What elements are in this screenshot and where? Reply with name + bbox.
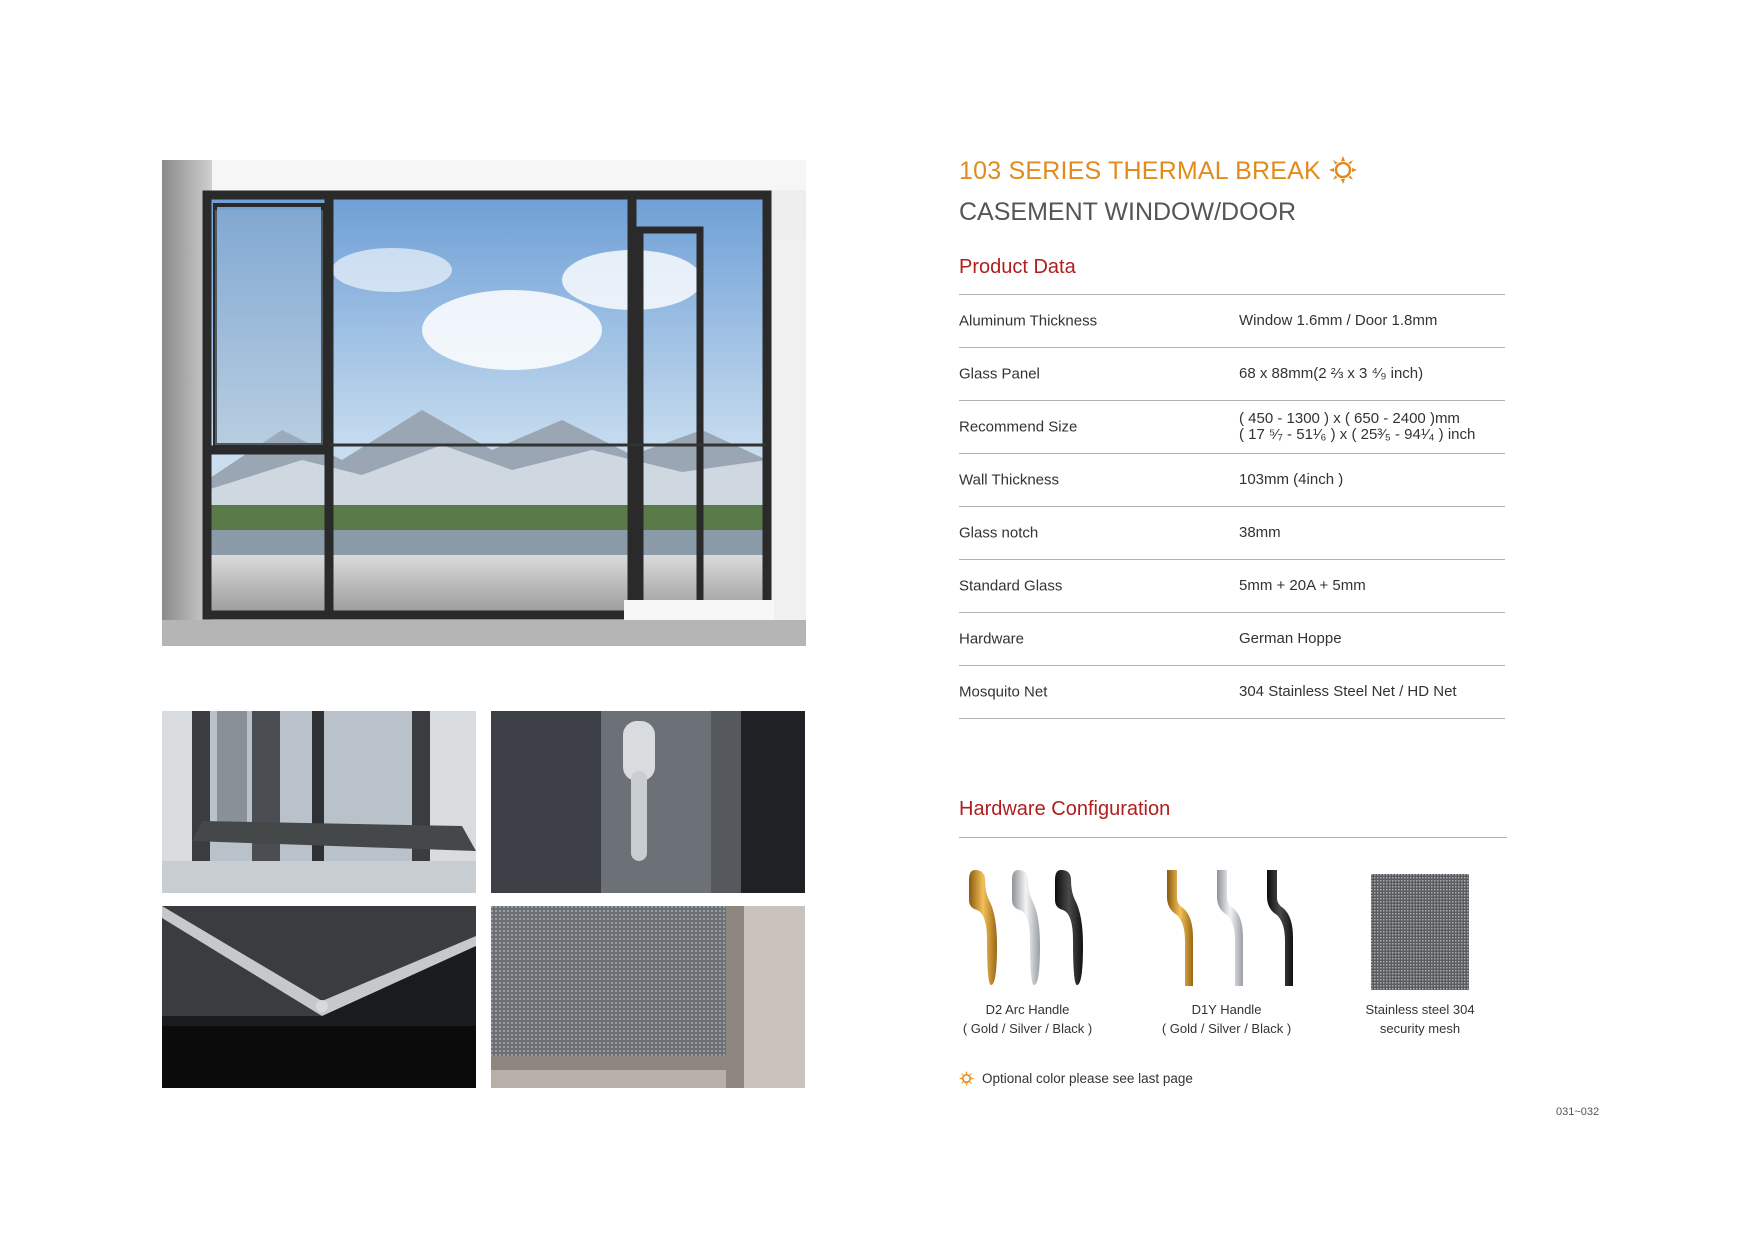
- spec-label: Glass notch: [959, 524, 1039, 542]
- hardware-item-name: Stainless steel 304: [1365, 1002, 1475, 1017]
- spec-label: Recommend Size: [959, 418, 1078, 436]
- divider: [959, 837, 1507, 838]
- hardware-item-sub: ( Gold / Silver / Black ): [1161, 1021, 1292, 1036]
- hardware-item-d1y-handle: [1139, 868, 1314, 1038]
- table-row: [959, 348, 1505, 401]
- product-title-text: 103 SERIES THERMAL BREAK: [959, 157, 1321, 185]
- spec-label: Mosquito Net: [959, 683, 1048, 701]
- table-row: [959, 454, 1505, 507]
- product-title: [959, 156, 1357, 191]
- hardware-item-d2-arc-handle: [940, 868, 1115, 1038]
- handle-detail-photo: [491, 711, 805, 893]
- table-row: [959, 613, 1505, 666]
- hardware-item-sub: ( Gold / Silver / Black ): [962, 1021, 1093, 1036]
- sun-icon: [959, 1071, 974, 1089]
- hardware-item-security-mesh: [1335, 874, 1505, 1038]
- spec-value: 304 Stainless Steel Net / HD Net: [1239, 683, 1457, 700]
- spec-label: Glass Panel: [959, 365, 1040, 383]
- page-number: 031~032: [1556, 1106, 1600, 1118]
- table-row: [959, 666, 1505, 719]
- spec-value: 5mm + 20A + 5mm: [1239, 577, 1366, 594]
- main-window-photo: [162, 160, 806, 646]
- d1y-handle-icon: [1157, 868, 1297, 990]
- frame-detail-photo: [162, 711, 476, 893]
- d2-arc-handle-icon: [963, 868, 1093, 990]
- spec-value: 38mm: [1239, 524, 1281, 541]
- table-row: [959, 401, 1505, 454]
- optional-color-note: [959, 1071, 1193, 1089]
- spec-value: 68 x 88mm(2 ⅔ x 3 ⁴⁄₉ inch): [1239, 365, 1424, 382]
- spec-value-multiline: [1239, 411, 1475, 443]
- spec-value-mm: ( 450 - 1300 ) x ( 650 - 2400 )mm: [1239, 410, 1460, 427]
- spec-value-inch: ( 17 ⁵⁄₇ - 51¹⁄₆ ) x ( 25³⁄₅ - 94¹⁄₄ ) inch: [1239, 426, 1476, 443]
- product-subtitle: CASEMENT WINDOW/DOOR: [959, 198, 1297, 226]
- corner-detail-photo: [162, 906, 476, 1088]
- security-mesh-icon: [1371, 874, 1469, 990]
- table-row: [959, 295, 1505, 348]
- spec-value: 103mm (4inch ): [1239, 471, 1344, 488]
- product-data-table: [959, 294, 1505, 719]
- product-data-heading: Product Data: [959, 256, 1076, 278]
- optional-color-note-text: Optional color please see last page: [982, 1071, 1193, 1086]
- hardware-item-sub: security mesh: [1379, 1021, 1461, 1036]
- spec-label: Hardware: [959, 630, 1025, 648]
- spec-label: Aluminum Thickness: [959, 312, 1098, 330]
- spec-label: Standard Glass: [959, 577, 1063, 595]
- spec-value: Window 1.6mm / Door 1.8mm: [1239, 312, 1438, 329]
- hardware-configuration-heading: Hardware Configuration: [959, 798, 1171, 820]
- optional-color-sun-icon: [1329, 156, 1357, 191]
- hardware-item-name: D2 Arc Handle: [985, 1002, 1070, 1017]
- spec-label: Wall Thickness: [959, 471, 1060, 489]
- table-row: [959, 507, 1505, 560]
- hardware-item-name: D1Y Handle: [1191, 1002, 1262, 1017]
- table-row: [959, 560, 1505, 613]
- mesh-detail-photo: [491, 906, 805, 1088]
- spec-value: German Hoppe: [1239, 630, 1342, 647]
